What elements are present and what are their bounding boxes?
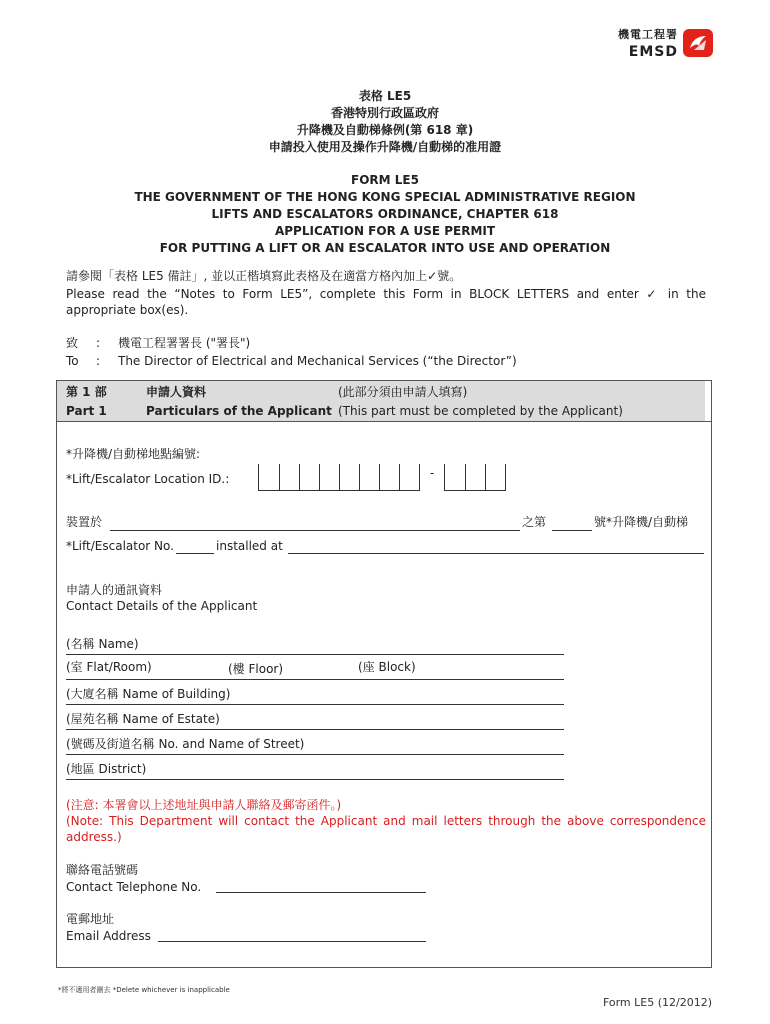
location-id-digit-box[interactable] [259, 464, 279, 490]
location-id-label-en: *Lift/Escalator Location ID.: [66, 472, 230, 486]
location-id-digit-box[interactable] [279, 464, 299, 490]
correspondence-note-en: (Note: This Department will contact the Applicant and mail letters through the above correspondence address.) [66, 814, 706, 844]
contact-floor-label: (樓 Floor) [228, 662, 284, 676]
contact-name-field[interactable] [66, 654, 564, 655]
location-id-separator: - [429, 466, 435, 480]
title-cn-block [0, 88, 770, 156]
logo-name-en: EMSD [628, 44, 678, 60]
part1-label [66, 383, 107, 421]
email-label-en: Email Address [66, 929, 151, 943]
part1-note-en: (This part must be completed by the Applicant) [338, 404, 623, 418]
emsd-logo-text [618, 26, 678, 60]
form-page-id: Form LE5 (12/2012) [602, 996, 712, 1009]
title-cn-line: 申請投入使用及操作升降機/自動梯的准用證 [268, 140, 502, 154]
title-en-line: LIFTS AND ESCALATORS ORDINANCE, CHAPTER 618 [211, 207, 559, 221]
part1-title [146, 383, 332, 421]
part1-note-cn: (此部分須由申請人填寫) [338, 385, 468, 399]
location-id-boxes [258, 464, 506, 490]
to-label-cn: 致 [66, 336, 79, 350]
contact-building-field[interactable] [66, 704, 564, 705]
contact-building-label: (大廈名稱 Name of Building) [66, 687, 231, 701]
location-id-digit-box[interactable] [359, 464, 379, 490]
part1-label-en: Part 1 [66, 404, 107, 418]
telephone-label-cn: 聯絡電話號碼 [66, 863, 139, 877]
lift-number-en-field[interactable] [176, 553, 214, 554]
location-id-digit-box[interactable] [465, 464, 485, 490]
location-id-digit-box[interactable] [485, 464, 505, 490]
location-id-group-1 [258, 464, 420, 491]
installed-en-mid: installed at [216, 539, 283, 553]
part1-title-en: Particulars of the Applicant [146, 404, 332, 418]
location-id-digit-box[interactable] [319, 464, 339, 490]
location-id-digit-box[interactable] [339, 464, 359, 490]
to-value-cn: 機電工程署署長 ("署長") [118, 336, 251, 350]
to-colon: : [96, 336, 101, 350]
contact-flat-label: (室 Flat/Room) [66, 660, 152, 674]
contact-estate-label: (屋苑名稱 Name of Estate) [66, 712, 220, 726]
part1-label-cn: 第 1 部 [66, 385, 107, 399]
part1-note [338, 383, 623, 421]
footnote: *將不適用者刪去 *Delete whichever is inapplicable [58, 986, 230, 994]
emsd-emblem-icon [682, 28, 714, 58]
contact-block-label: (座 Block) [358, 660, 416, 674]
instructions-cn: 請參閱「表格 LE5 備註」, 並以正楷填寫此表格及在適當方格內加上✓號。 [66, 269, 462, 283]
location-id-digit-box[interactable] [399, 464, 419, 490]
location-id-digit-box[interactable] [445, 464, 465, 490]
installed-cn-prefix: 裝置於 [66, 515, 103, 529]
title-en-line: APPLICATION FOR A USE PERMIT [274, 224, 496, 238]
addressee-block [66, 334, 517, 370]
contact-flat-floor-block-field[interactable] [66, 679, 564, 680]
part1-header-divider [56, 421, 712, 422]
to-value-en: The Director of Electrical and Mechanical Services (“the Director”) [118, 354, 517, 368]
installed-en-prefix: *Lift/Escalator No. [66, 539, 174, 553]
installed-at-en-field[interactable] [288, 553, 704, 554]
lift-number-cn-field[interactable] [552, 530, 592, 531]
title-en-line: THE GOVERNMENT OF THE HONG KONG SPECIAL ADMINISTRATIVE REGION [134, 190, 636, 204]
contact-heading-cn: 申請人的通訊資料 [66, 583, 163, 597]
installed-cn-suffix: 號*升降機/自動梯 [594, 515, 689, 529]
instructions-en: Please read the “Notes to Form LE5”, complete this Form in BLOCK LETTERS and enter ✓ in the appropriate box(es). [66, 287, 706, 317]
location-id-label-cn: *升降機/自動梯地點編號: [66, 447, 201, 461]
title-en-block [0, 172, 770, 257]
part1-title-cn: 申請人資料 [146, 385, 207, 399]
contact-street-field[interactable] [66, 754, 564, 755]
email-label-cn: 電郵地址 [66, 912, 115, 926]
contact-name-label: (名稱 Name) [66, 637, 139, 651]
installed-at-cn-field[interactable] [110, 530, 520, 531]
title-en-line: FOR PUTTING A LIFT OR AN ESCALATOR INTO USE AND OPERATION [159, 241, 611, 255]
title-cn-line: 表格 LE5 [358, 89, 412, 103]
correspondence-note-cn: (注意: 本署會以上述地址與申請人聯絡及郵寄函件。) [66, 798, 342, 812]
to-colon: : [96, 354, 101, 368]
contact-heading-en: Contact Details of the Applicant [66, 599, 258, 613]
location-id-group-2 [444, 464, 506, 491]
contact-district-label: (地區 District) [66, 762, 147, 776]
installed-cn-mid: 之第 [522, 515, 547, 529]
contact-street-label: (號碼及街道名稱 No. and Name of Street) [66, 737, 305, 751]
title-cn-line: 香港特別行政區政府 [330, 106, 439, 120]
location-id-digit-box[interactable] [379, 464, 399, 490]
logo-name-cn: 機電工程署 [618, 28, 678, 41]
email-field[interactable] [158, 941, 426, 942]
to-label-en: To [66, 354, 79, 368]
telephone-field[interactable] [216, 892, 426, 893]
title-cn-line: 升降機及自動梯條例(第 618 章) [296, 123, 474, 137]
telephone-label-en: Contact Telephone No. [66, 880, 202, 894]
title-en-line: FORM LE5 [351, 173, 419, 187]
contact-estate-field[interactable] [66, 729, 564, 730]
contact-district-field[interactable] [66, 779, 564, 780]
location-id-digit-box[interactable] [299, 464, 319, 490]
